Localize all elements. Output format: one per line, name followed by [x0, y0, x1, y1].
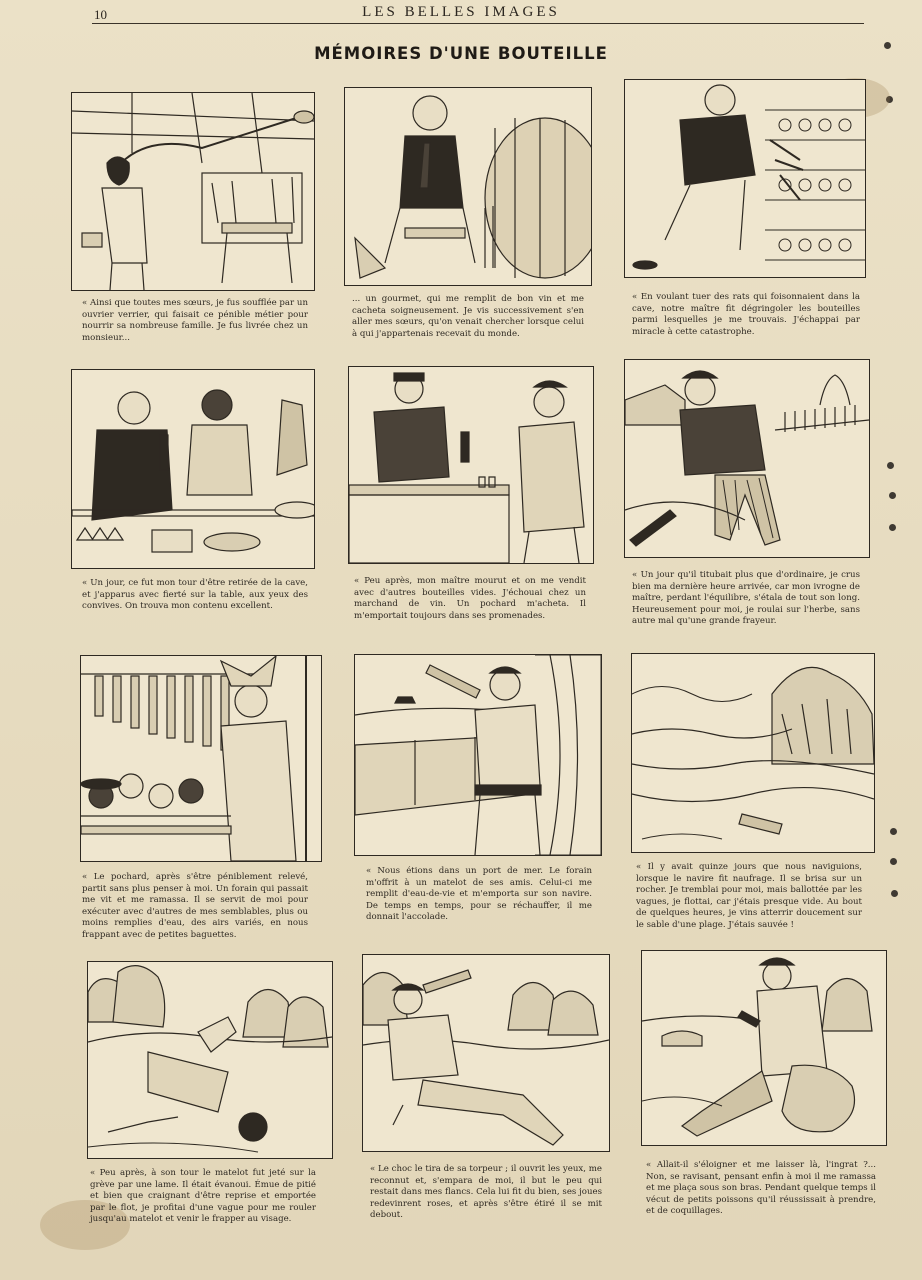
fair-musician-illustration — [81, 656, 321, 861]
panel-4-caption: « Un jour, ce fut mon tour d'être retirée de la cave, et j'apparus avec fierté sur la table, aux yeux des convives. On trouva mon contenu excellent. — [82, 578, 308, 611]
sailor-drinking-on-beach-illustration — [363, 955, 609, 1151]
panel-5-caption: « Peu après, mon maître mourut et on me vendit avec d'autres bouteilles vides. J'échouai chez un marchand de vin. Un pochard m'acheta. Il m'emportait toujours dans ses promenades. — [354, 576, 586, 621]
panel-5-wine-merchant — [348, 366, 594, 564]
panel-6-drunkard — [624, 359, 870, 558]
running-head: LES BELLES IMAGES — [362, 4, 560, 20]
dinner-table-illustration — [72, 370, 314, 568]
panel-8-caption: « Nous étions dans un port de mer. Le forain m'offrit à un matelot de ses amis. Celui-ci me remplit d'eau-de-vie et m'emporta sur son navire. De temps en temps, pour se réchauffer, il me donnait l'accolade. — [366, 866, 592, 922]
panel-7-musician — [80, 655, 322, 862]
wine-shop-illustration — [349, 367, 593, 563]
story-title: MÉMOIRES D'UNE BOUTEILLE — [314, 44, 608, 63]
gourmet-cellar-illustration — [345, 88, 591, 285]
header-rule — [92, 23, 864, 24]
sailor-drinking-illustration — [355, 655, 601, 855]
binder-hole — [890, 858, 897, 865]
panel-4-dinner — [71, 369, 315, 569]
panel-12-caption: « Allait-il s'éloigner et me laisser là, l'ingrat ?... Non, se ravisant, pensant enfin à moi il me ramassa et me plaça sous son bras. Pendant quelque temps il vécut de petits poissons qu'il réussissait à prendre, et de coquillages. — [646, 1160, 876, 1216]
panel-3-rats — [624, 79, 866, 278]
panel-11-revived-sailor — [362, 954, 610, 1152]
panel-10-caption: « Peu après, à son tour le matelot fut jeté sur la grève par une lame. Il était évanoui. Émue de pitié et bien que craignant d'être reprise et emportée par le flot, je profitai d'une vague pour me rouler jusqu'au matelot et venir le frapper au visage. — [90, 1168, 316, 1224]
binder-hole — [889, 492, 896, 499]
binder-hole — [890, 828, 897, 835]
page-number: 10 — [94, 7, 107, 22]
panel-12-sailor-with-bottle — [641, 950, 887, 1146]
drunkard-falling-illustration — [625, 360, 869, 557]
panel-9-shipwreck — [631, 653, 875, 853]
panel-6-caption: « Un jour qu'il titubait plus que d'ordinaire, je crus bien ma dernière heure arrivée, car mon ivrogne de maître, perdant l'équilibre, s'étala de tout son long. Heureusement pour moi, je roulai sur l'herbe, sans autre mal qu'une grande frayeur. — [632, 570, 860, 626]
panel-10-unconscious-sailor — [87, 961, 333, 1159]
panel-8-sailor — [354, 654, 602, 856]
glassblower-illustration — [72, 93, 314, 290]
panel-3-caption: « En voulant tuer des rats qui foisonnaient dans la cave, notre maître fit dégringoler les bouteilles parmi lesquelles je me trouvais. J'échappai par miracle à cette catastrophe. — [632, 292, 860, 337]
panel-2-caption: ... un gourmet, qui me remplit de bon vin et me cacheta soigneusement. Je vis successivement s'en aller mes sœurs, qu'on venait chercher lorsque celui à qui j'appartenais recevait du monde. — [352, 294, 584, 339]
sailor-on-shore-illustration — [88, 962, 332, 1158]
bottle-on-beach-illustration — [632, 654, 874, 852]
panel-11-caption: « Le choc le tira de sa torpeur ; il ouvrit les yeux, me reconnut et, s'empara de moi, il but le peu qui restait dans mes flancs. Cela lui fit du bien, ses joues redevinrent roses, et après s'être étiré il se mit debout. — [370, 1164, 602, 1220]
panel-9-caption: « Il y avait quinze jours que nous naviguions, lorsque le navire fit naufrage. Il se brisa sur un rocher. Je tremblai pour moi, mais ballottée par les vagues, je flottai, car j'étais presque vide. Au bout de quelques heures, je vins atterrir doucement sur le sable d'une plage. J'étais sauvée ! — [636, 862, 862, 930]
binder-hole — [891, 890, 898, 897]
binder-hole — [884, 42, 891, 49]
binder-hole — [887, 462, 894, 469]
panel-2-gourmet — [344, 87, 592, 286]
panel-7-caption: « Le pochard, après s'être péniblement relevé, partit sans plus penser à moi. Un forain qui passait me vit et me ramassa. Il se servit de moi pour exécuter avec d'autres de mes semblables, plus ou moins remplies d'eau, des airs variés, en nous frappant avec de petites baguettes. — [82, 872, 308, 940]
sailor-keeping-bottle-illustration — [642, 951, 886, 1145]
panel-1-glassblower — [71, 92, 315, 291]
falling-bottles-illustration — [625, 80, 865, 277]
panel-1-caption: « Ainsi que toutes mes sœurs, je fus soufflée par un ouvrier verrier, qui faisait ce pénible métier pour nourrir sa nombreuse famille. Je fus livrée chez un monsieur... — [82, 298, 308, 343]
binder-hole — [889, 524, 896, 531]
